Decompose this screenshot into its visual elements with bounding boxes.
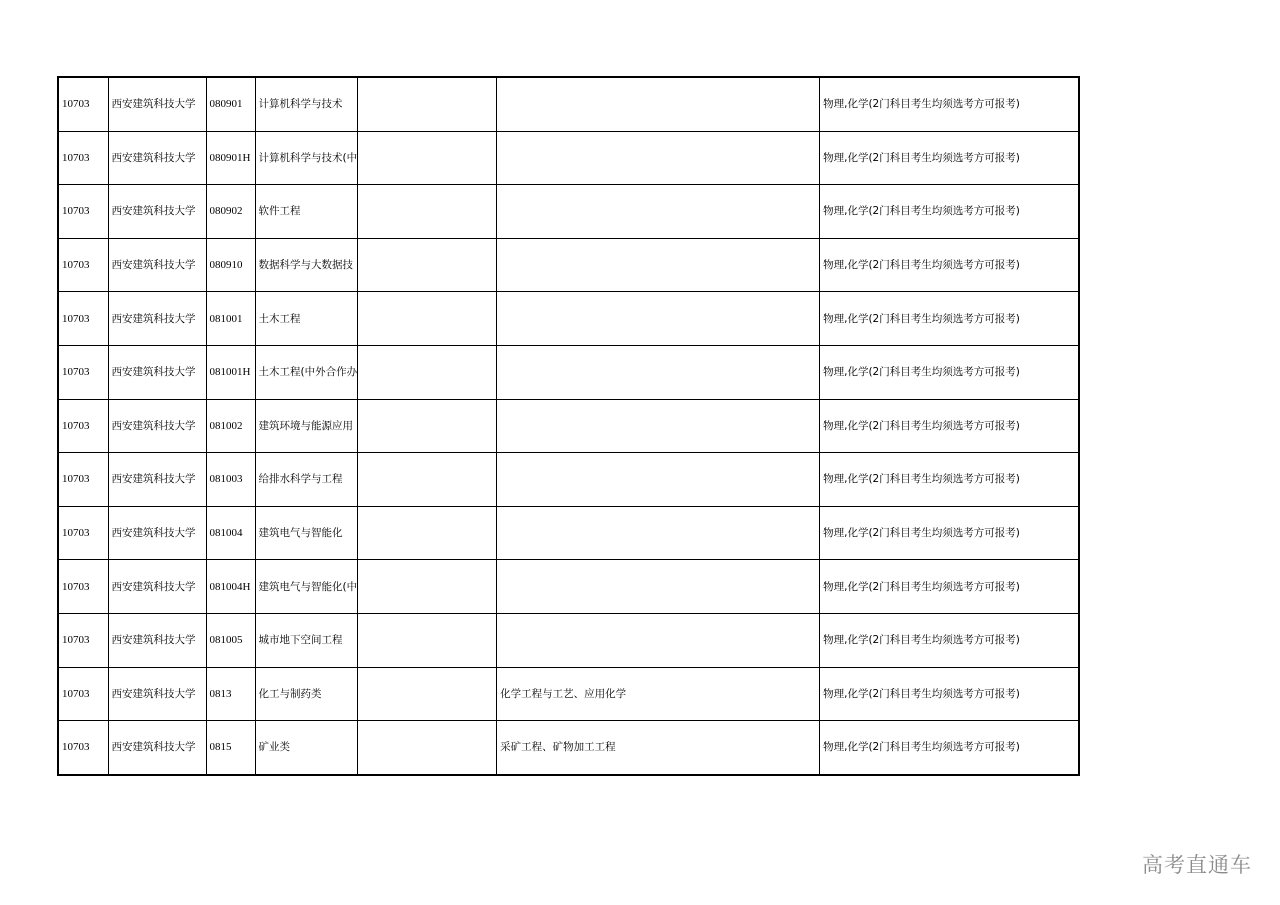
table-row	[58, 185, 1079, 239]
cell-institution-code: 10703	[58, 613, 108, 667]
cell-subject-requirement: 物理,化学(2门科目考生均须选考方可报考)	[820, 238, 1079, 292]
cell-major-name: 土木工程	[255, 292, 358, 346]
cell-included-majors: 化学工程与工艺、应用化学	[497, 667, 820, 721]
cell-subject-requirement: 物理,化学(2门科目考生均须选考方可报考)	[820, 453, 1079, 507]
cell-institution-code: 10703	[58, 292, 108, 346]
cell-institution-name: 西安建筑科技大学	[108, 185, 206, 239]
cell-institution-name: 西安建筑科技大学	[108, 345, 206, 399]
cell-subject-requirement: 物理,化学(2门科目考生均须选考方可报考)	[820, 77, 1079, 131]
cell-major-code: 081002	[206, 399, 255, 453]
table-row	[58, 77, 1079, 131]
cell-institution-name: 西安建筑科技大学	[108, 721, 206, 775]
cell-institution-name: 西安建筑科技大学	[108, 560, 206, 614]
cell-included-majors	[497, 77, 820, 131]
cell-major-code: 081004H	[206, 560, 255, 614]
cell-included-majors	[497, 399, 820, 453]
cell-subject-requirement: 物理,化学(2门科目考生均须选考方可报考)	[820, 345, 1079, 399]
cell-included-majors	[497, 560, 820, 614]
cell-major-code: 0815	[206, 721, 255, 775]
cell-major-name: 矿业类	[255, 721, 358, 775]
cell-major-code: 081005	[206, 613, 255, 667]
table-row	[58, 292, 1079, 346]
cell-major-name: 建筑电气与智能化(中	[255, 560, 358, 614]
cell-subject-requirement: 物理,化学(2门科目考生均须选考方可报考)	[820, 292, 1079, 346]
cell-major-code: 0813	[206, 667, 255, 721]
cell-institution-name: 西安建筑科技大学	[108, 131, 206, 185]
cell-empty	[358, 345, 497, 399]
cell-institution-name: 西安建筑科技大学	[108, 292, 206, 346]
cell-subject-requirement: 物理,化学(2门科目考生均须选考方可报考)	[820, 721, 1079, 775]
cell-institution-code: 10703	[58, 185, 108, 239]
cell-included-majors	[497, 613, 820, 667]
cell-major-code: 081001H	[206, 345, 255, 399]
cell-subject-requirement: 物理,化学(2门科目考生均须选考方可报考)	[820, 131, 1079, 185]
table-row	[58, 506, 1079, 560]
cell-institution-code: 10703	[58, 345, 108, 399]
cell-institution-name: 西安建筑科技大学	[108, 613, 206, 667]
cell-empty	[358, 292, 497, 346]
cell-empty	[358, 613, 497, 667]
cell-major-code: 081003	[206, 453, 255, 507]
cell-empty	[358, 667, 497, 721]
cell-major-name: 城市地下空间工程	[255, 613, 358, 667]
cell-institution-name: 西安建筑科技大学	[108, 453, 206, 507]
cell-institution-code: 10703	[58, 131, 108, 185]
cell-institution-code: 10703	[58, 667, 108, 721]
cell-institution-code: 10703	[58, 506, 108, 560]
table-row	[58, 667, 1079, 721]
watermark-text: 高考直通车	[1142, 853, 1252, 877]
cell-institution-code: 10703	[58, 721, 108, 775]
cell-included-majors	[497, 345, 820, 399]
cell-empty	[358, 238, 497, 292]
cell-major-name: 软件工程	[255, 185, 358, 239]
cell-subject-requirement: 物理,化学(2门科目考生均须选考方可报考)	[820, 667, 1079, 721]
cell-included-majors	[497, 292, 820, 346]
cell-included-majors	[497, 453, 820, 507]
cell-institution-code: 10703	[58, 77, 108, 131]
cell-major-code: 080901	[206, 77, 255, 131]
cell-institution-code: 10703	[58, 399, 108, 453]
cell-major-name: 化工与制药类	[255, 667, 358, 721]
table-row	[58, 721, 1079, 775]
cell-empty	[358, 185, 497, 239]
table-row	[58, 399, 1079, 453]
enrollment-table	[57, 76, 1080, 776]
cell-empty	[358, 560, 497, 614]
cell-institution-name: 西安建筑科技大学	[108, 506, 206, 560]
table-row	[58, 345, 1079, 399]
cell-empty	[358, 506, 497, 560]
cell-included-majors	[497, 238, 820, 292]
table-row	[58, 613, 1079, 667]
cell-major-name: 计算机科学与技术(中	[255, 131, 358, 185]
cell-empty	[358, 77, 497, 131]
cell-subject-requirement: 物理,化学(2门科目考生均须选考方可报考)	[820, 185, 1079, 239]
cell-subject-requirement: 物理,化学(2门科目考生均须选考方可报考)	[820, 506, 1079, 560]
cell-major-name: 土木工程(中外合作办	[255, 345, 358, 399]
cell-empty	[358, 453, 497, 507]
cell-major-name: 计算机科学与技术	[255, 77, 358, 131]
cell-included-majors	[497, 131, 820, 185]
cell-included-majors	[497, 185, 820, 239]
cell-major-name: 建筑环境与能源应用	[255, 399, 358, 453]
cell-institution-name: 西安建筑科技大学	[108, 238, 206, 292]
cell-included-majors: 采矿工程、矿物加工工程	[497, 721, 820, 775]
cell-major-name: 建筑电气与智能化	[255, 506, 358, 560]
table-row	[58, 238, 1079, 292]
cell-institution-name: 西安建筑科技大学	[108, 77, 206, 131]
cell-major-code: 081001	[206, 292, 255, 346]
cell-empty	[358, 721, 497, 775]
cell-empty	[358, 399, 497, 453]
table-body	[58, 77, 1079, 775]
table-row	[58, 453, 1079, 507]
cell-major-code: 081004	[206, 506, 255, 560]
cell-major-name: 数据科学与大数据技	[255, 238, 358, 292]
cell-major-code: 080902	[206, 185, 255, 239]
cell-major-code: 080901H	[206, 131, 255, 185]
cell-institution-name: 西安建筑科技大学	[108, 399, 206, 453]
cell-empty	[358, 131, 497, 185]
table-row	[58, 560, 1079, 614]
cell-institution-code: 10703	[58, 453, 108, 507]
cell-institution-code: 10703	[58, 560, 108, 614]
cell-institution-code: 10703	[58, 238, 108, 292]
cell-subject-requirement: 物理,化学(2门科目考生均须选考方可报考)	[820, 613, 1079, 667]
cell-institution-name: 西安建筑科技大学	[108, 667, 206, 721]
cell-subject-requirement: 物理,化学(2门科目考生均须选考方可报考)	[820, 560, 1079, 614]
cell-subject-requirement: 物理,化学(2门科目考生均须选考方可报考)	[820, 399, 1079, 453]
cell-major-code: 080910	[206, 238, 255, 292]
cell-included-majors	[497, 506, 820, 560]
cell-major-name: 给排水科学与工程	[255, 453, 358, 507]
table-row	[58, 131, 1079, 185]
